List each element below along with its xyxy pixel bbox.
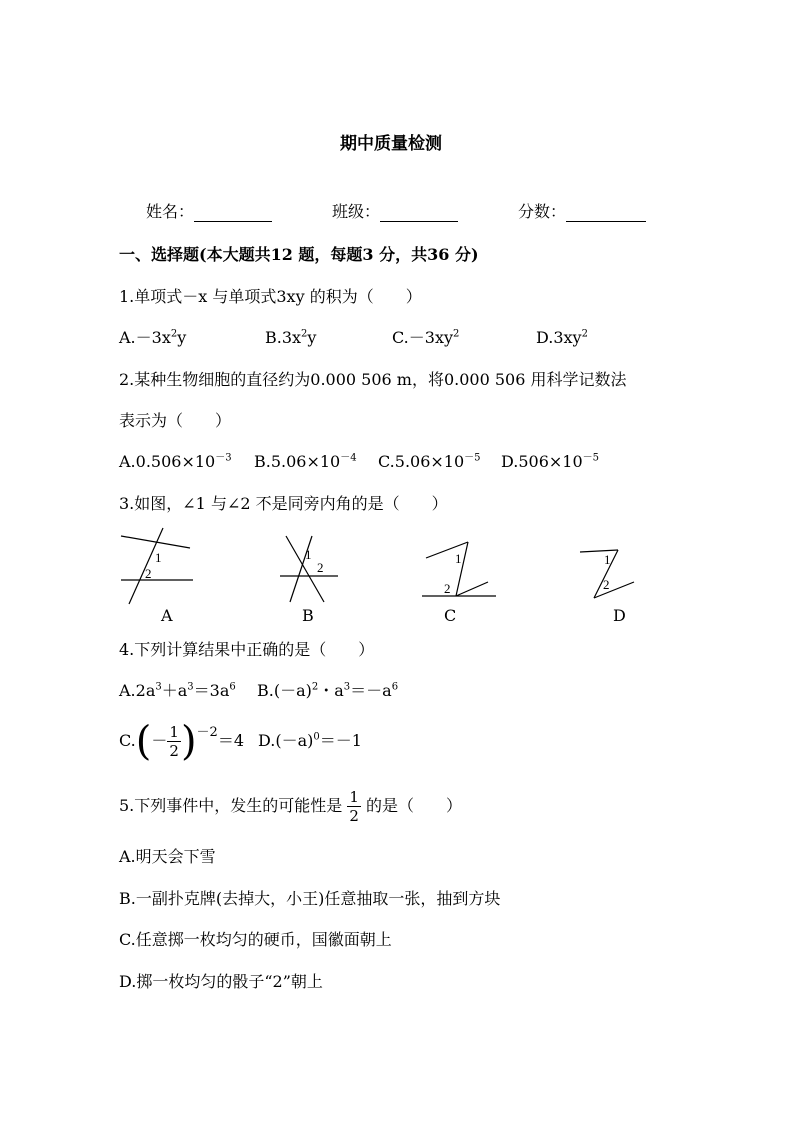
q4-stem: 4.下列计算结果中正确的是（ ） — [119, 640, 375, 659]
score-field — [518, 202, 646, 222]
score-blank — [566, 203, 646, 222]
score-label: 分数： — [518, 202, 567, 221]
q5-option-a: A.明天会下雪 — [119, 847, 216, 866]
q1-option-d: $D.3xy^2$ — [536, 328, 588, 347]
q3-figure-d — [572, 540, 647, 606]
q2-stem-line2: 表示为（ ） — [119, 411, 232, 430]
q2-option-c: $C.5.06\times 10^{-5}$ — [378, 452, 481, 471]
q3-figure-c-label: C — [444, 606, 457, 625]
q3-figure-b — [272, 530, 352, 610]
name-blank — [194, 203, 272, 222]
page-title: 期中质量检测 — [340, 134, 442, 154]
q3-figure-c — [418, 536, 503, 608]
figure-d-angle2: 2 — [603, 577, 610, 592]
q3-stem: 3.如图，∠1 与∠2 不是同旁内角的是（ ） — [119, 494, 448, 513]
figure-c-angle2: 2 — [444, 581, 451, 596]
figure-d-bottom-segment — [594, 582, 634, 598]
name-field — [146, 202, 272, 222]
q4-option-c: C.(－ $\frac{1}{2}$ )$^{-2}$＝4 — [119, 718, 245, 765]
q3-figure-a-label: A — [161, 606, 173, 625]
q5-stem: 5.下列事件中，发生的可能性是 $\frac{1}{2}$ 的是（ ） — [119, 788, 463, 825]
q3-figure-a — [115, 526, 200, 606]
q1-option-c: $C.-3xy^2$ — [392, 328, 460, 347]
q4-fraction: $\frac{1}{2}$ — [169, 723, 179, 760]
figure-d-angle1: 1 — [604, 552, 611, 567]
q4-option-b: $B.(-a)^2$・$a^3=-a^6$ — [257, 681, 399, 700]
q2-option-a: $A.0.506\times 10^{-3}$ — [119, 452, 232, 471]
figure-d-top-segment — [580, 550, 618, 552]
name-label: 姓名： — [146, 202, 195, 221]
q2-option-d: $D.506\times 10^{-5}$ — [501, 452, 600, 471]
figure-a-angle1: 1 — [155, 550, 162, 565]
q5-fraction: $\frac{1}{2}$ — [349, 788, 359, 825]
q2-stem-line1: 2.某种生物细胞的直径约为0.000 506 m，将0.000 506 用科学记数法 — [119, 370, 627, 389]
figure-b-angle2: 2 — [317, 560, 324, 575]
q4-option-d: $D.(-a)^0=-1$ — [258, 731, 362, 750]
q5-option-b: B.一副扑克牌(去掉大，小王)任意抽取一张，抽到方块 — [119, 889, 501, 908]
figure-a-angle2: 2 — [145, 566, 152, 581]
figure-b-line2 — [290, 536, 312, 602]
figure-c-top-segment — [426, 542, 468, 558]
q2-option-b: $B.5.06\times 10^{-4}$ — [254, 452, 357, 471]
q5-option-d: D.掷一枚均匀的骰子“2”朝上 — [119, 972, 323, 991]
section-heading: 一、选择题(本大题共12 题，每题3 分，共36 分) — [119, 245, 479, 264]
class-label: 班级： — [332, 202, 381, 221]
q4-option-a: $A.2a^3+a^3=3a^6$ — [119, 681, 236, 700]
class-blank — [380, 203, 458, 222]
q3-figure-d-label: D — [613, 606, 626, 625]
q5-option-c: C.任意掷一枚均匀的硬币，国徽面朝上 — [119, 930, 392, 949]
class-field — [332, 202, 458, 222]
figure-c-ray — [456, 582, 488, 596]
q3-figure-b-label: B — [302, 606, 314, 625]
q1-stem: 1.单项式－x 与单项式3xy 的积为（ ） — [119, 287, 422, 306]
q1-option-a: $A.-3x^2y$ — [119, 328, 187, 347]
figure-c-angle1: 1 — [455, 551, 462, 566]
q1-option-b: $B.3x^2y$ — [265, 328, 317, 347]
figure-b-angle1: 1 — [305, 547, 312, 562]
